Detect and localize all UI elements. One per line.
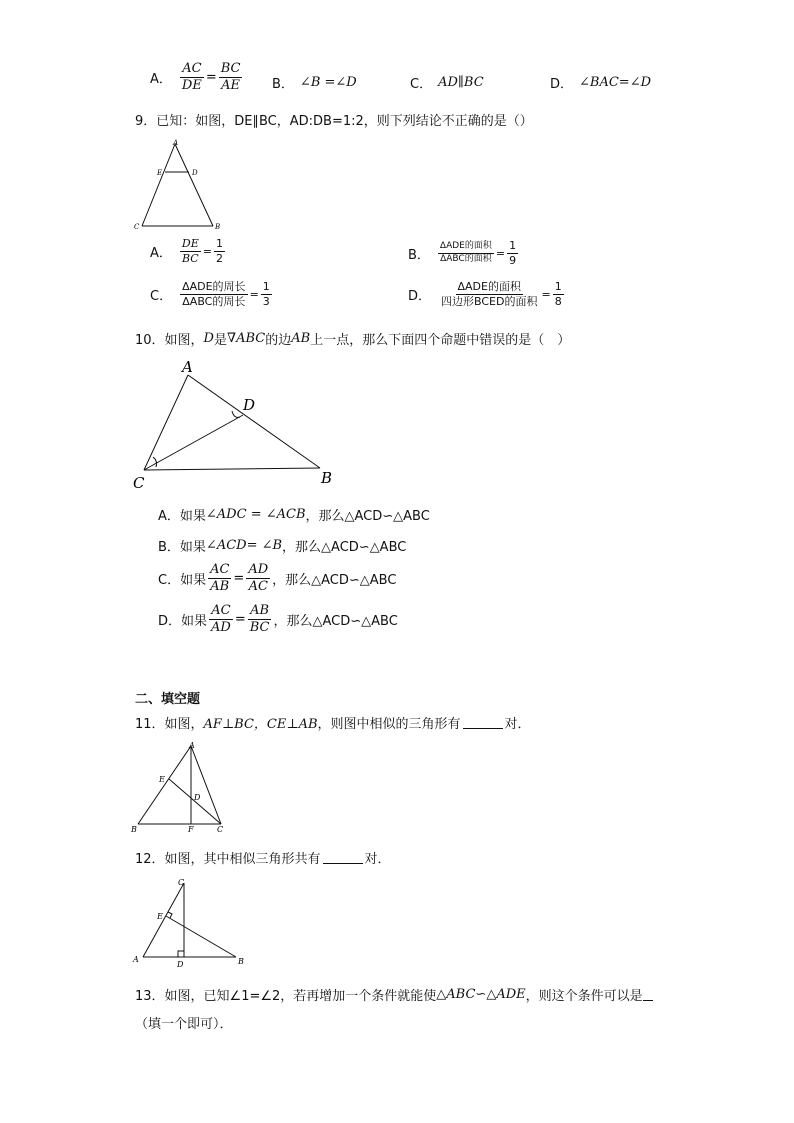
label-B: B	[238, 957, 244, 966]
label-D: D	[177, 960, 184, 969]
label-D: D	[192, 169, 198, 177]
label-B: B	[215, 223, 221, 231]
q13-stem: 13．如图，已知∠1=∠2，若再增加一个条件就能使 △ABC∽△ADE ，则这个条件可以是	[135, 985, 653, 1004]
q13-line2: （填一个即可）．	[135, 1017, 233, 1032]
label-B: B	[321, 469, 333, 487]
fraction: $\frac{AC}{DE}$	[181, 61, 202, 93]
q8-option-a: A． $\frac{AC}{DE}$ = $\frac{BC}{AE}$	[150, 61, 241, 93]
label-C: C	[133, 474, 145, 492]
label-E: E	[157, 912, 163, 921]
label-C: C	[217, 825, 224, 834]
q11-figure	[128, 738, 233, 836]
label-A: A	[133, 955, 139, 964]
label-C: C	[134, 223, 140, 231]
section-heading: 二、填空题	[135, 692, 201, 707]
q10-option-a: A．如果 ∠ADC = ∠ACB ，那么△ACD∽△ABC	[158, 507, 430, 524]
label-E: E	[157, 169, 163, 177]
answer-blank[interactable]	[323, 851, 363, 864]
q9-option-a: A． $\frac{DE}{BC}$ = $\frac{1}{2}$	[150, 237, 223, 265]
q8-option-b: B． ∠B =∠D	[272, 75, 357, 92]
q10-option-c: C．如果 $\frac{AC}{AB}$ = $\frac{AD}{AC}$ ，那么△ACD∽△ABC	[158, 562, 397, 594]
q9-option-b: B． $\frac{\text{ΔADE的面积}}{\text{ΔABC的面积}}$ = $\frac{1}{9}$	[408, 239, 517, 267]
label-A: A	[189, 741, 195, 750]
label-F: F	[188, 825, 194, 834]
label-E: E	[159, 775, 165, 784]
q11-stem: 11．如图， AF⊥BC，CE⊥AB ，则图中相似的三角形有 对．	[135, 717, 531, 732]
q9-stem: 9．已知：如图，DE∥BC，AD:DB=1:2，则下列结论不正确的是（）	[135, 114, 533, 129]
q12-stem: 12．如图，其中相似三角形共有 对．	[135, 852, 391, 867]
label-A: A	[173, 139, 179, 147]
q10-option-b: B．如果 ∠ACD= ∠B ，那么△ACD∽△ABC	[158, 538, 407, 555]
label-C: C	[178, 878, 185, 887]
answer-blank[interactable]	[643, 988, 653, 1001]
label-D: D	[194, 793, 201, 802]
q8-option-c: C． AD∥BC	[410, 75, 484, 92]
label-D: D	[243, 396, 256, 414]
q10-option-d: D．如果 $\frac{AC}{AD}$ = $\frac{AB}{BC}$ ，那么△ACD∽△ABC	[158, 603, 398, 635]
q9-figure	[130, 136, 230, 236]
label-A: A	[182, 358, 193, 376]
q10-figure	[130, 355, 345, 495]
label-B: B	[131, 825, 137, 834]
q9-option-c: C． $\frac{\text{ΔADE的周长}}{\text{ΔABC的周长}}$ = $\frac{1}{3}$	[150, 280, 270, 308]
answer-blank[interactable]	[463, 716, 503, 729]
q9-option-d: D． $\frac{\text{ΔADE的面积}}{\text{四边形BCED的面积}}$ = $\frac{1}{8}$	[408, 280, 562, 308]
q8-option-d: D． ∠BAC=∠D	[550, 75, 652, 92]
fraction: $\frac{BC}{AE}$	[220, 61, 241, 93]
q10-stem: 10．如图， D 是 ∇ABC 的边 AB 上一点，那么下面四个命题中错误的是（ ）	[135, 331, 571, 348]
q12-figure	[128, 873, 253, 971]
